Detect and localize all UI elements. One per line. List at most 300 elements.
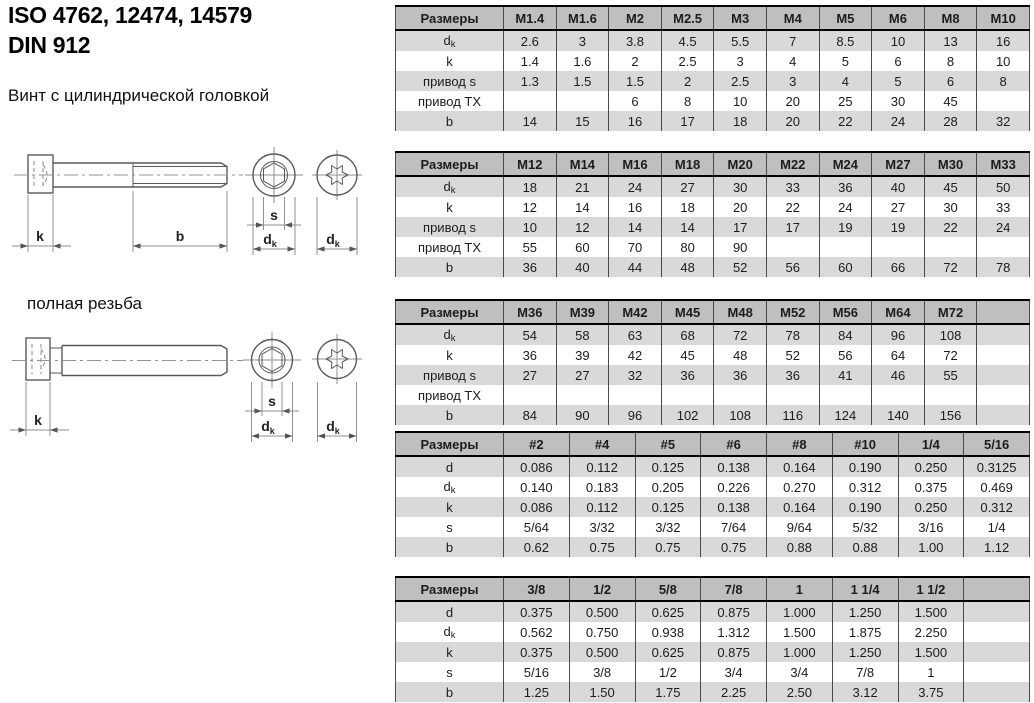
- value-cell: 108: [714, 405, 767, 425]
- table-row: [396, 405, 1030, 425]
- value-cell: 10: [714, 91, 767, 111]
- column-header: M36: [504, 300, 557, 324]
- value-cell: 1.50: [569, 682, 635, 702]
- value-cell: [924, 237, 977, 257]
- row-label: b: [396, 537, 504, 557]
- value-cell: 30: [872, 91, 925, 111]
- column-header: 1/2: [569, 577, 635, 601]
- value-cell: 7/64: [701, 517, 767, 537]
- value-cell: 8: [661, 91, 714, 111]
- value-cell: 5/32: [832, 517, 898, 537]
- column-header: M2: [609, 6, 662, 30]
- column-header: M52: [766, 300, 819, 324]
- column-header: M33: [977, 152, 1030, 176]
- column-header: 5/16: [964, 432, 1030, 456]
- column-header: #10: [832, 432, 898, 456]
- torx-end-view: [312, 334, 362, 442]
- value-cell: 1.3: [504, 71, 557, 91]
- row-label: d: [396, 456, 504, 477]
- column-header: #8: [767, 432, 833, 456]
- value-cell: 60: [819, 257, 872, 277]
- value-cell: 0.138: [701, 497, 767, 517]
- table-row: [396, 622, 1030, 642]
- value-cell: 78: [977, 257, 1030, 277]
- value-cell: 1.875: [832, 622, 898, 642]
- value-cell: [964, 662, 1030, 682]
- value-cell: 1.500: [898, 642, 964, 662]
- value-cell: 124: [819, 405, 872, 425]
- value-cell: 19: [819, 217, 872, 237]
- value-cell: 4: [766, 51, 819, 71]
- row-label: b: [396, 405, 504, 425]
- value-cell: 33: [766, 176, 819, 197]
- table-row: [396, 237, 1030, 257]
- value-cell: 6: [609, 91, 662, 111]
- value-cell: 0.125: [635, 497, 701, 517]
- s-dim-label: s: [268, 393, 276, 409]
- value-cell: 0.112: [569, 456, 635, 477]
- value-cell: 1.12: [964, 537, 1030, 557]
- value-cell: 0.183: [569, 477, 635, 497]
- value-cell: 0.3125: [964, 456, 1030, 477]
- value-cell: [819, 237, 872, 257]
- value-cell: 0.469: [964, 477, 1030, 497]
- dk-dim-label: $d_k$: [261, 418, 275, 436]
- value-cell: 0.312: [832, 477, 898, 497]
- k-dim-label: k: [36, 228, 44, 244]
- value-cell: 39: [556, 345, 609, 365]
- column-header: #5: [635, 432, 701, 456]
- value-cell: 0.312: [964, 497, 1030, 517]
- value-cell: 24: [609, 176, 662, 197]
- value-cell: 1.5: [556, 71, 609, 91]
- value-cell: 14: [661, 217, 714, 237]
- sizes-header: Размеры: [396, 152, 504, 176]
- value-cell: 3.8: [609, 30, 662, 51]
- value-cell: 36: [766, 365, 819, 385]
- row-label: k: [396, 642, 504, 662]
- value-cell: 24: [872, 111, 925, 131]
- value-cell: [766, 385, 819, 405]
- value-cell: 58: [556, 324, 609, 345]
- value-cell: 36: [819, 176, 872, 197]
- value-cell: 0.88: [767, 537, 833, 557]
- value-cell: 156: [924, 405, 977, 425]
- value-cell: 3/4: [701, 662, 767, 682]
- value-cell: 0.562: [504, 622, 570, 642]
- table-row: [396, 662, 1030, 682]
- row-label: $d_k$: [396, 30, 504, 51]
- value-cell: 3/16: [898, 517, 964, 537]
- value-cell: 17: [661, 111, 714, 131]
- column-header: M56: [819, 300, 872, 324]
- value-cell: 0.125: [635, 456, 701, 477]
- row-label: k: [396, 197, 504, 217]
- value-cell: 54: [504, 324, 557, 345]
- value-cell: [872, 385, 925, 405]
- value-cell: [556, 91, 609, 111]
- value-cell: 1.312: [701, 622, 767, 642]
- value-cell: 36: [504, 345, 557, 365]
- column-header: M16: [609, 152, 662, 176]
- value-cell: [964, 622, 1030, 642]
- value-cell: 52: [766, 345, 819, 365]
- table-row: [396, 385, 1030, 405]
- dimension-b: [133, 191, 227, 252]
- column-header: M3: [714, 6, 767, 30]
- value-cell: 56: [819, 345, 872, 365]
- value-cell: 15: [556, 111, 609, 131]
- value-cell: 5: [872, 71, 925, 91]
- table-row: [396, 91, 1030, 111]
- value-cell: 12: [504, 197, 557, 217]
- value-cell: 1.500: [898, 601, 964, 622]
- row-label: k: [396, 51, 504, 71]
- value-cell: 16: [609, 197, 662, 217]
- table-row: [396, 217, 1030, 237]
- value-cell: 63: [609, 324, 662, 345]
- value-cell: 28: [924, 111, 977, 131]
- value-cell: 45: [661, 345, 714, 365]
- value-cell: 50: [977, 176, 1030, 197]
- table-row: [396, 517, 1030, 537]
- value-cell: 55: [504, 237, 557, 257]
- value-cell: 22: [924, 217, 977, 237]
- column-header: 1: [767, 577, 833, 601]
- table-row: [396, 71, 1030, 91]
- column-header: M24: [819, 152, 872, 176]
- value-cell: 0.75: [569, 537, 635, 557]
- column-header: M1.4: [504, 6, 557, 30]
- value-cell: 30: [924, 197, 977, 217]
- product-name: Винт с цилиндрической головкой: [8, 86, 270, 105]
- value-cell: 140: [872, 405, 925, 425]
- value-cell: 0.62: [504, 537, 570, 557]
- value-cell: 10: [504, 217, 557, 237]
- value-cell: 1.75: [635, 682, 701, 702]
- row-label: $d_k$: [396, 324, 504, 345]
- value-cell: 66: [872, 257, 925, 277]
- column-header: M2.5: [661, 6, 714, 30]
- value-cell: 0.226: [701, 477, 767, 497]
- table-row: [396, 51, 1030, 71]
- value-cell: 102: [661, 405, 714, 425]
- table-row: [396, 345, 1030, 365]
- value-cell: 18: [504, 176, 557, 197]
- column-header: #2: [504, 432, 570, 456]
- hex-socket-end-view: [243, 332, 301, 442]
- value-cell: 3/32: [635, 517, 701, 537]
- value-cell: 96: [609, 405, 662, 425]
- value-cell: 0.938: [635, 622, 701, 642]
- row-label: привод s: [396, 217, 504, 237]
- value-cell: 18: [661, 197, 714, 217]
- column-header: M12: [504, 152, 557, 176]
- value-cell: 0.164: [767, 497, 833, 517]
- value-cell: 48: [714, 345, 767, 365]
- value-cell: 17: [714, 217, 767, 237]
- value-cell: 0.140: [504, 477, 570, 497]
- standards-title: ISO 4762, 12474, 14579: [8, 2, 253, 28]
- value-cell: 22: [766, 197, 819, 217]
- row-label: b: [396, 682, 504, 702]
- row-label: привод s: [396, 71, 504, 91]
- table-row: [396, 477, 1030, 497]
- table-header-row: [396, 6, 1030, 30]
- dimension-k: [10, 382, 69, 436]
- value-cell: 0.75: [701, 537, 767, 557]
- value-cell: 72: [924, 257, 977, 277]
- value-cell: [977, 385, 1030, 405]
- value-cell: 42: [609, 345, 662, 365]
- sizes-header: Размеры: [396, 300, 504, 324]
- value-cell: 24: [819, 197, 872, 217]
- column-header: 7/8: [701, 577, 767, 601]
- value-cell: 1.250: [832, 642, 898, 662]
- column-header: M64: [872, 300, 925, 324]
- value-cell: 1.5: [609, 71, 662, 91]
- dimension-k: [12, 195, 71, 252]
- value-cell: 80: [661, 237, 714, 257]
- value-cell: 36: [661, 365, 714, 385]
- sizes-header: Размеры: [396, 6, 504, 30]
- value-cell: 0.875: [701, 642, 767, 662]
- value-cell: 52: [714, 257, 767, 277]
- value-cell: 20: [766, 91, 819, 111]
- value-cell: 108: [924, 324, 977, 345]
- value-cell: 2.250: [898, 622, 964, 642]
- value-cell: 46: [872, 365, 925, 385]
- column-header: M45: [661, 300, 714, 324]
- value-cell: [504, 385, 557, 405]
- row-label: $d_k$: [396, 477, 504, 497]
- value-cell: 1.25: [504, 682, 570, 702]
- column-header: #4: [569, 432, 635, 456]
- value-cell: 3/4: [767, 662, 833, 682]
- column-header: 5/8: [635, 577, 701, 601]
- table-header-row: [396, 152, 1030, 176]
- value-cell: [714, 385, 767, 405]
- column-header: [977, 300, 1030, 324]
- dk-dim-label: $d_k$: [326, 418, 340, 436]
- value-cell: 45: [924, 91, 977, 111]
- value-cell: 1.000: [767, 601, 833, 622]
- column-header: M14: [556, 152, 609, 176]
- row-label: привод s: [396, 365, 504, 385]
- table-row: [396, 642, 1030, 662]
- table-row: [396, 497, 1030, 517]
- value-cell: 4.5: [661, 30, 714, 51]
- value-cell: [977, 237, 1030, 257]
- column-header: M18: [661, 152, 714, 176]
- column-header: M4: [766, 6, 819, 30]
- value-cell: [504, 91, 557, 111]
- row-label: s: [396, 662, 504, 682]
- value-cell: [556, 385, 609, 405]
- value-cell: 0.190: [832, 497, 898, 517]
- column-header: 1 1/2: [898, 577, 964, 601]
- column-header: M22: [766, 152, 819, 176]
- value-cell: 3.12: [832, 682, 898, 702]
- value-cell: 33: [977, 197, 1030, 217]
- table-header-row: [396, 300, 1030, 324]
- value-cell: 72: [924, 345, 977, 365]
- value-cell: [661, 385, 714, 405]
- table-row: [396, 365, 1030, 385]
- column-header: M1.6: [556, 6, 609, 30]
- value-cell: 10: [977, 51, 1030, 71]
- value-cell: 3/8: [569, 662, 635, 682]
- value-cell: 84: [819, 324, 872, 345]
- value-cell: [977, 324, 1030, 345]
- value-cell: 40: [556, 257, 609, 277]
- value-cell: 24: [977, 217, 1030, 237]
- dk-dim-label: $d_k$: [326, 231, 340, 249]
- column-header: 1 1/4: [832, 577, 898, 601]
- row-label: b: [396, 111, 504, 131]
- dk-dim-label: $d_k$: [263, 231, 277, 249]
- value-cell: 0.164: [767, 456, 833, 477]
- full-thread-label: полная резьба: [27, 294, 142, 313]
- table-row: [396, 111, 1030, 131]
- value-cell: 3/32: [569, 517, 635, 537]
- value-cell: 1.000: [767, 642, 833, 662]
- value-cell: 5.5: [714, 30, 767, 51]
- column-header: M39: [556, 300, 609, 324]
- b-dim-label: b: [175, 228, 185, 244]
- value-cell: [977, 405, 1030, 425]
- value-cell: 3: [556, 30, 609, 51]
- value-cell: 10: [872, 30, 925, 51]
- screw-drawing-partial-thread: [0, 145, 390, 270]
- value-cell: 30: [714, 176, 767, 197]
- imperial-table-38-112: [395, 576, 1030, 702]
- value-cell: 8.5: [819, 30, 872, 51]
- value-cell: 0.086: [504, 497, 570, 517]
- value-cell: 90: [556, 405, 609, 425]
- value-cell: 60: [556, 237, 609, 257]
- value-cell: 6: [872, 51, 925, 71]
- value-cell: [609, 385, 662, 405]
- value-cell: 84: [504, 405, 557, 425]
- value-cell: 27: [872, 197, 925, 217]
- value-cell: 0.086: [504, 456, 570, 477]
- column-header: #6: [701, 432, 767, 456]
- value-cell: 0.190: [832, 456, 898, 477]
- value-cell: 2.25: [701, 682, 767, 702]
- column-header: M5: [819, 6, 872, 30]
- value-cell: 0.375: [504, 642, 570, 662]
- value-cell: 7: [766, 30, 819, 51]
- torx-end-view: [312, 150, 362, 255]
- table-row: [396, 176, 1030, 197]
- value-cell: 5/16: [504, 662, 570, 682]
- table-row: [396, 324, 1030, 345]
- metric-table-m12-m33: [395, 151, 1030, 277]
- imperial-table-2-516: [395, 431, 1030, 557]
- value-cell: 13: [924, 30, 977, 51]
- value-cell: 16: [609, 111, 662, 131]
- value-cell: [964, 682, 1030, 702]
- value-cell: 1/4: [964, 517, 1030, 537]
- value-cell: 2.50: [767, 682, 833, 702]
- sizes-header: Размеры: [396, 577, 504, 601]
- value-cell: 1.6: [556, 51, 609, 71]
- value-cell: 5: [819, 51, 872, 71]
- value-cell: [766, 237, 819, 257]
- value-cell: 0.75: [635, 537, 701, 557]
- row-label: привод TX: [396, 91, 504, 111]
- value-cell: 0.500: [569, 642, 635, 662]
- sizes-header: Размеры: [396, 432, 504, 456]
- value-cell: 0.88: [832, 537, 898, 557]
- value-cell: 14: [504, 111, 557, 131]
- value-cell: 90: [714, 237, 767, 257]
- value-cell: 72: [714, 324, 767, 345]
- value-cell: 1.4: [504, 51, 557, 71]
- value-cell: 0.500: [569, 601, 635, 622]
- value-cell: 20: [714, 197, 767, 217]
- k-dim-label: k: [34, 412, 42, 428]
- value-cell: 70: [609, 237, 662, 257]
- value-cell: 1.00: [898, 537, 964, 557]
- value-cell: 12: [556, 217, 609, 237]
- value-cell: 4: [819, 71, 872, 91]
- value-cell: 9/64: [767, 517, 833, 537]
- value-cell: 48: [661, 257, 714, 277]
- row-label: d: [396, 601, 504, 622]
- value-cell: 64: [872, 345, 925, 365]
- value-cell: 0.625: [635, 601, 701, 622]
- column-header: 3/8: [504, 577, 570, 601]
- row-label: привод TX: [396, 385, 504, 405]
- table-row: [396, 257, 1030, 277]
- value-cell: 68: [661, 324, 714, 345]
- value-cell: 44: [609, 257, 662, 277]
- value-cell: 41: [819, 365, 872, 385]
- value-cell: 14: [609, 217, 662, 237]
- value-cell: 22: [819, 111, 872, 131]
- value-cell: [964, 601, 1030, 622]
- value-cell: 32: [977, 111, 1030, 131]
- metric-table-m1.4-m10: [395, 5, 1030, 131]
- value-cell: 18: [714, 111, 767, 131]
- value-cell: 21: [556, 176, 609, 197]
- value-cell: 3: [766, 71, 819, 91]
- value-cell: 7/8: [832, 662, 898, 682]
- value-cell: 6: [924, 71, 977, 91]
- value-cell: 27: [556, 365, 609, 385]
- table-row: [396, 601, 1030, 622]
- value-cell: 19: [872, 217, 925, 237]
- value-cell: 1: [898, 662, 964, 682]
- column-header: M30: [924, 152, 977, 176]
- screw-drawing-full-thread: [0, 330, 390, 450]
- row-label: k: [396, 345, 504, 365]
- value-cell: 0.375: [504, 601, 570, 622]
- row-label: $d_k$: [396, 176, 504, 197]
- value-cell: 55: [924, 365, 977, 385]
- value-cell: 0.250: [898, 497, 964, 517]
- value-cell: 14: [556, 197, 609, 217]
- value-cell: 32: [609, 365, 662, 385]
- column-header: M6: [872, 6, 925, 30]
- value-cell: 2.5: [714, 71, 767, 91]
- screw-side-view: [14, 155, 243, 193]
- value-cell: 40: [872, 176, 925, 197]
- column-header: M48: [714, 300, 767, 324]
- value-cell: [964, 642, 1030, 662]
